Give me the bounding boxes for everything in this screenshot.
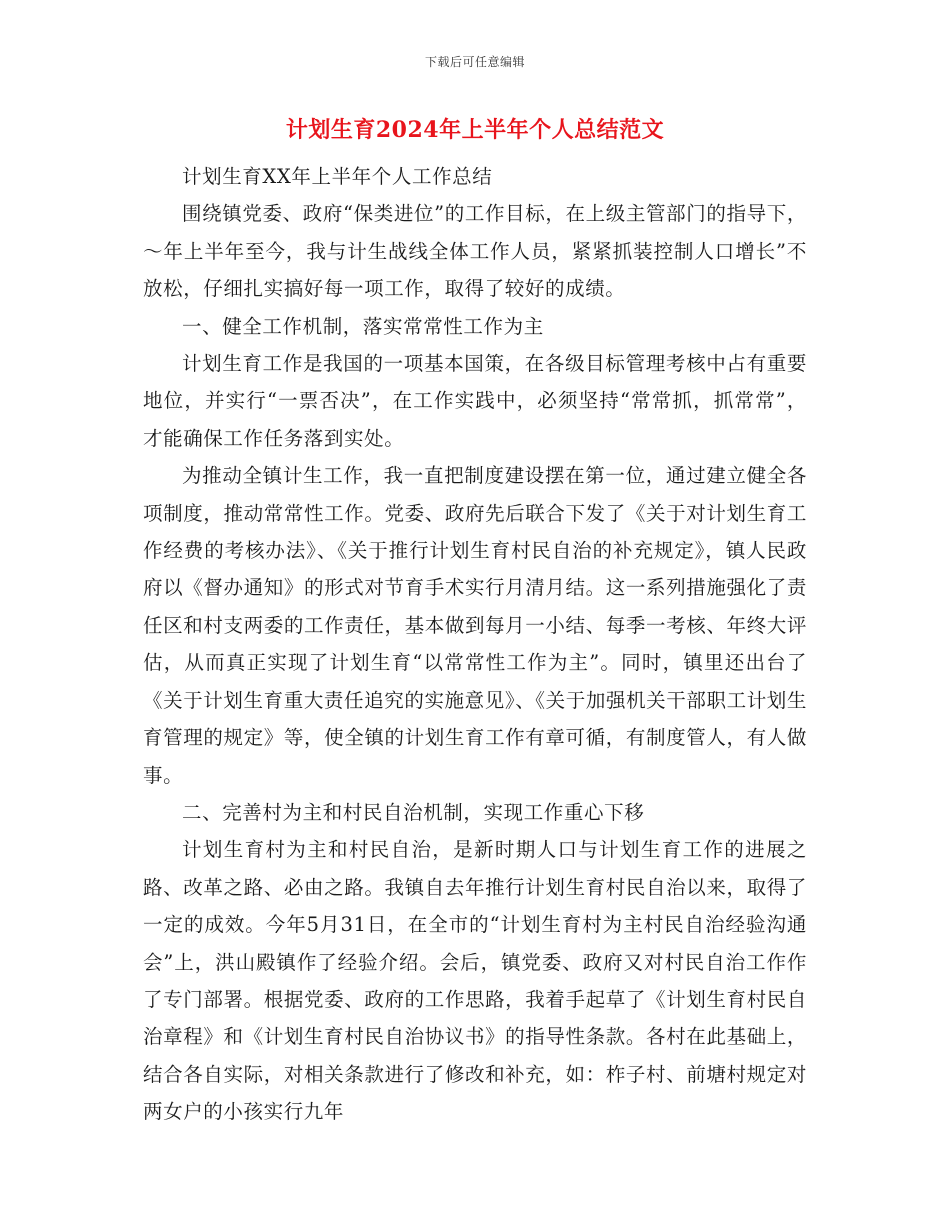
header-note: 下载后可任意编辑	[424, 55, 525, 69]
paragraph-intro: 围绕镇党委、政府“保类进位”的工作目标，在上级主管部门的指导下，～年上半年至今，我与计生战线全体工作人员，紧紧抓装控制人口增长”不放松，仔细扎实搞好每一项工作，取得了较好的成绩。	[143, 202, 807, 301]
section-heading-1: 一、健全工作机制，落实常常性工作为主	[182, 314, 544, 338]
document-title: 计划生育2024年上半年个人总结范文	[285, 117, 665, 143]
section-heading-2: 二、完善村为主和村民自治机制，实现工作重心下移	[182, 800, 645, 824]
paragraph: 计划生育村为主和村民自治，是新时期人口与计划生育工作的进展之路、改革之路、必由之路。我镇自去年推行计划生育村民自治以来，取得了一定的成效。今年5月31日，在全市的“计划生育村为主村民自治经验沟通会”上，洪山殿镇作了经验介绍。会后，镇党委、政府又对村民自治工作作了专门部署。根据党委、政府的工作思路，我着手起草了《计划生育村民自治章程》和《计划生育村民自治协议书》的指导性条款。各村在此基础上，结合各自实际，对相关条款进行了修改和补充，如：柞子村、前塘村规定对两女户的小孩实行九年	[143, 838, 807, 1124]
paragraph: 计划生育工作是我国的一项基本国策，在各级目标管理考核中占有重要地位，并实行“一票否决”，在工作实践中，必须坚持“常常抓，抓常常”，才能确保工作任务落到实处。	[143, 352, 807, 450]
paragraph: 为推动全镇计生工作，我一直把制度建设摆在第一位，通过建立健全各项制度，推动常常性工作。党委、政府先后联合下发了《关于对计划生育工作经费的考核办法》、《关于推行计划生育村民自治的补充规定》，镇人民政府以《督办通知》的形式对节育手术实行月清月结。这一系列措施强化了责任区和村支两委的工作责任，基本做到每月一小结、每季一考核、年终大评估，从而真正实现了计划生育“以常常性工作为主”。同时，镇里还出台了《关于计划生育重大责任追究的实施意见》、《关于加强机关干部职工计划生育管理的规定》等，使全镇的计划生育工作有章可循，有制度管人，有人做事。	[143, 464, 807, 787]
paragraph-subtitle: 计划生育XX年上半年个人工作总结	[182, 165, 493, 188]
document-body	[143, 158, 807, 1131]
